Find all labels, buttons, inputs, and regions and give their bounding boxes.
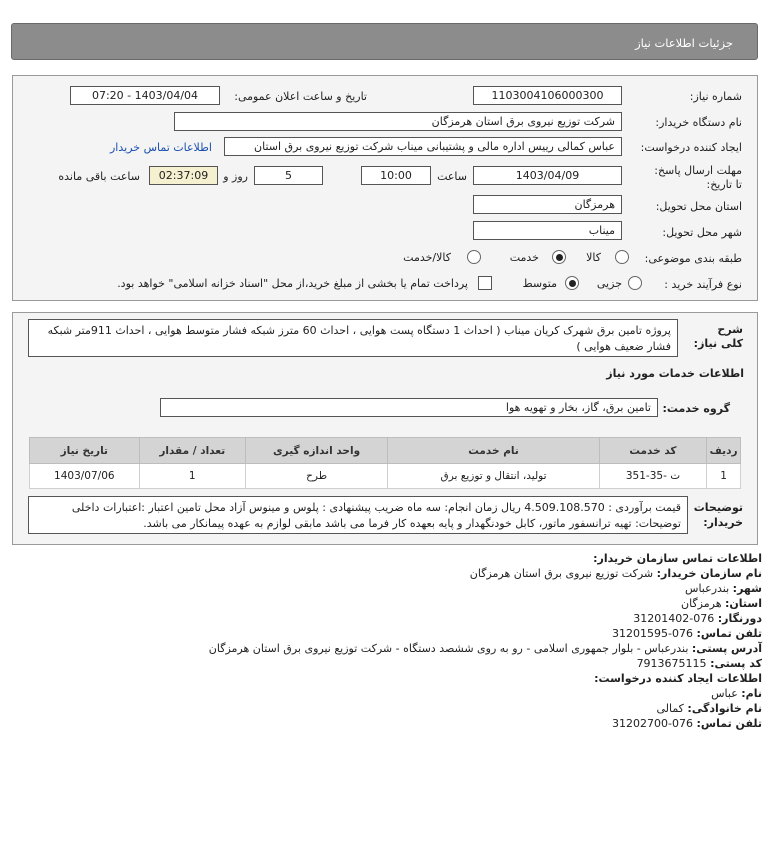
col-need-date: تاریخ نیاز [30, 438, 140, 464]
delivery-city-label: شهر محل تحویل: [662, 226, 742, 239]
contact-fax-value: 076-31201402 [633, 612, 715, 625]
buyer-notes-label: توضیحات خریدار: [693, 501, 743, 529]
days-label: روز و [223, 170, 248, 183]
page-title: جزئیات اطلاعات نیاز [635, 36, 733, 50]
contact-postal-value: 7913675115 [636, 657, 707, 670]
col-unit: واحد اندازه گیری [245, 438, 387, 464]
need-number-label: شماره نیاز: [689, 90, 742, 103]
creator-name-value: عباس [711, 687, 738, 700]
contact-postal-line [22, 656, 762, 671]
deadline-label: مهلت ارسال پاسخ: تا تاریخ: [654, 164, 742, 191]
contact-phone-label: تلفن تماس: [696, 627, 762, 640]
deadline-time-field: 10:00 [361, 166, 431, 185]
announce-date-field: 1403/04/04 - 07:20 [70, 86, 220, 105]
creator-title-line [22, 671, 762, 686]
category-service-radio[interactable] [552, 250, 566, 264]
contact-province-label: استان: [725, 597, 762, 610]
buyer-notes-text: قیمت برآوردی : 4.509.108.570 ریال زمان انجام: سه ماه ضریب پیشنهادی : پلوس و مینوس آزاد محل تامین اعتبار :اعتبارات داخلی توضیحات: تهیه ترانسفور ماتور، کابل خودنگهدار و پایه بعهده کار فرما می باشد مابقی لوازم به عهده پیمانکار می باشد. [28, 496, 688, 534]
service-group-label: گروه خدمت: [662, 402, 730, 415]
delivery-city-field: میناب [473, 221, 622, 240]
contact-address-line [22, 641, 762, 656]
creator-family-line [22, 701, 762, 716]
col-row: ردیف [707, 438, 741, 464]
request-creator-field: عباس کمالی رییس اداره مالی و پشتیبانی میناب شرکت توزیع نیروی برق استان [224, 137, 622, 156]
cell-service-name: تولید، انتقال و توزیع برق [388, 464, 599, 489]
creator-phone-label: تلفن تماس: [696, 717, 762, 730]
announce-date-label: تاریخ و ساعت اعلان عمومی: [234, 90, 367, 103]
table-row [30, 464, 741, 489]
buyer-name-label: نام دستگاه خریدار: [655, 116, 742, 129]
contact-title: اطلاعات تماس سازمان خریدار: [593, 552, 762, 565]
creator-family-label: نام خانوادگی: [687, 702, 762, 715]
delivery-province-field: هرمزگان [473, 195, 622, 214]
creator-phone-line [22, 716, 762, 731]
category-goods-service-radio[interactable] [467, 250, 481, 264]
col-service-code: کد خدمت [599, 438, 706, 464]
creator-name-line [22, 686, 762, 701]
contact-fax-line [22, 611, 762, 626]
process-type-label: نوع فرآیند خرید : [664, 278, 742, 291]
category-label: طبقه بندی موضوعی: [644, 252, 742, 265]
process-medium-radio[interactable] [565, 276, 579, 290]
cell-row: 1 [707, 464, 741, 489]
contact-city-label: شهر: [732, 582, 762, 595]
contact-city-value: بندرعباس [685, 582, 730, 595]
contact-city-line [22, 581, 762, 596]
category-goods-service-label: کالا/خدمت [403, 251, 451, 264]
days-remaining-field: 5 [254, 166, 323, 185]
cell-quantity: 1 [139, 464, 245, 489]
creator-phone-value: 076-31202700 [612, 717, 694, 730]
category-service-label: خدمت [509, 251, 539, 264]
creator-family-value: کمالی [656, 702, 684, 715]
delivery-province-label: استان محل تحویل: [655, 200, 742, 213]
process-minor-radio[interactable] [628, 276, 642, 290]
col-quantity: تعداد / مقدار [139, 438, 245, 464]
contact-postal-label: کد پستی: [710, 657, 762, 670]
remaining-time-label: ساعت باقی مانده [58, 170, 140, 183]
service-group-field: تامین برق، گاز، بخار و تهویه هوا [160, 398, 658, 417]
contact-org-label: نام سازمان خریدار: [656, 567, 762, 580]
contact-org-value: شرکت توزیع نیروی برق استان هرمزگان [469, 567, 654, 580]
need-number-field: 1103004106000300 [473, 86, 622, 105]
buyer-contact-link[interactable]: اطلاعات تماس خریدار [110, 141, 212, 154]
cell-service-code: ت -35-351 [599, 464, 706, 489]
contact-fax-label: دورنگار: [717, 612, 762, 625]
process-minor-label: جزیی [596, 277, 622, 290]
category-goods-radio[interactable] [615, 250, 629, 264]
deadline-date-field: 1403/04/09 [473, 166, 622, 185]
table-header-row [30, 438, 741, 464]
services-section-title: اطلاعات خدمات مورد نیاز [606, 367, 744, 380]
contact-org-line [22, 566, 762, 581]
treasury-payment-checkbox[interactable] [478, 276, 492, 290]
cell-unit: طرح [245, 464, 387, 489]
treasury-payment-note: پرداخت تمام یا بخشی از مبلغ خرید،از محل "اسناد خزانه اسلامی" خواهد بود. [117, 277, 468, 290]
buyer-name-field: شرکت توزیع نیروی برق استان هرمزگان [174, 112, 622, 131]
contact-address-label: آدرس پستی: [691, 642, 762, 655]
creator-title: اطلاعات ایجاد کننده درخواست: [594, 672, 762, 685]
cell-need-date: 1403/07/06 [30, 464, 140, 489]
description-text: پروژه تامین برق شهرک کریان میناب ( احداث 1 دستگاه پست هوایی ، احداث 60 مترز شبکه فشار متوسط هوایی ، احداث 911متر شبکه فشار ضعیف هوایی ) [28, 319, 678, 357]
request-creator-label: ایجاد کننده درخواست: [640, 141, 742, 154]
contact-title-line [22, 551, 762, 566]
creator-name-label: نام: [741, 687, 762, 700]
contact-province-line [22, 596, 762, 611]
contact-address-value: بندرعباس - بلوار جمهوری اسلامی - رو به روی ششصد دستگاه - شرکت توزیع نیروی برق استان هرمزگان [208, 642, 689, 655]
col-service-name: نام خدمت [388, 438, 599, 464]
contact-phone-line [22, 626, 762, 641]
process-medium-label: متوسط [522, 277, 557, 290]
category-goods-label: کالا [586, 251, 601, 264]
contact-phone-value: 076-31201595 [612, 627, 694, 640]
page-header [11, 23, 758, 60]
contact-info [22, 551, 762, 731]
remaining-time-field: 02:37:09 [149, 166, 218, 185]
services-table [29, 437, 741, 489]
deadline-time-label: ساعت [437, 170, 467, 183]
contact-province-value: هرمزگان [681, 597, 722, 610]
description-label: شرح کلی نیاز: [693, 323, 743, 350]
